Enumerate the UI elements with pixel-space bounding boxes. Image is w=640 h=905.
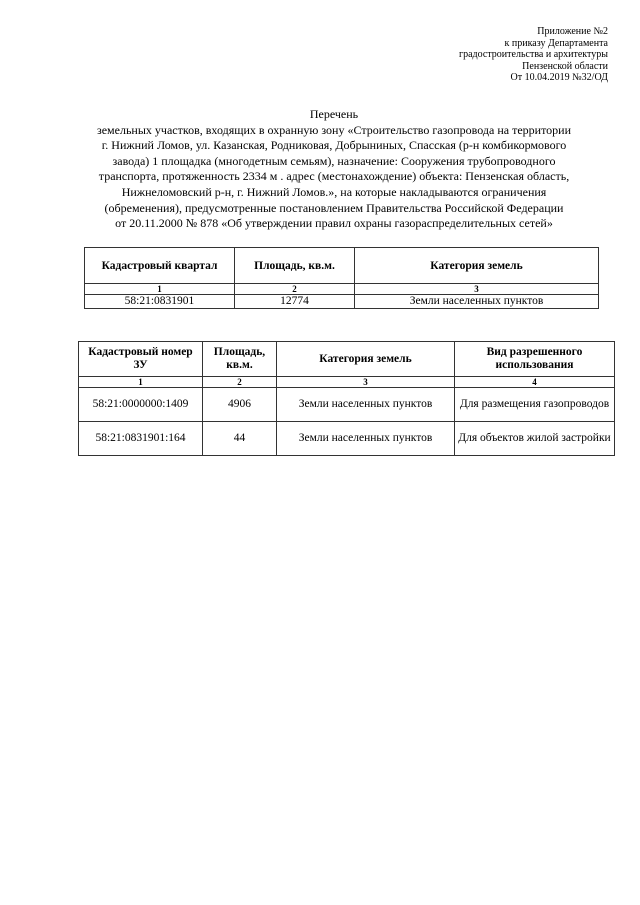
- heading-line: (обременения), предусмотренные постановлением Правительства Российской Федерации: [104, 200, 564, 215]
- column-header: Кадастровый номер ЗУ: [79, 342, 203, 377]
- appendix-line: к приказу Департамента: [504, 37, 608, 49]
- table-header-row: [79, 342, 615, 377]
- heading-line: Нижнеломовский р-н, г. Нижний Ломов.», на которые накладываются ограничения: [121, 184, 547, 199]
- column-header: Площадь, кв.м.: [203, 342, 277, 377]
- appendix-block: [459, 26, 608, 84]
- column-number: 3: [277, 377, 455, 388]
- cadastral-quarter-table: [84, 247, 599, 309]
- heading-line: г. Нижний Ломов, ул. Казанская, Родниковая, Добрыниных, Спасская (р-н комбикормового: [101, 138, 567, 153]
- document-title: Перечень: [309, 107, 359, 121]
- appendix-line: Приложение №2: [537, 26, 608, 37]
- table-row: [79, 388, 615, 422]
- heading-line: завода) 1 площадка (многодетным семьям), назначение: Сооружения трубопроводного: [112, 153, 556, 168]
- column-number: 2: [203, 377, 277, 388]
- table-cell: Земли населенных пунктов: [277, 388, 455, 422]
- heading-line: земельных участков, входящих в охранную зону «Строительство газопровода на территории: [96, 122, 572, 137]
- column-header: Вид разрешенного использования: [455, 342, 615, 377]
- table-row: [79, 422, 615, 456]
- land-plots-table: [78, 341, 615, 456]
- column-number: 1: [85, 284, 235, 295]
- table-row: [85, 295, 599, 309]
- column-number: 3: [355, 284, 599, 295]
- heading-line: от 20.11.2000 № 878 «Об утверждении правил охраны газораспределительных сетей»: [115, 216, 553, 231]
- table-cell: Земли населенных пунктов: [277, 422, 455, 456]
- table-cell: 58:21:0831901: [85, 295, 235, 309]
- column-number-row: [85, 284, 599, 295]
- document-heading: [60, 107, 608, 232]
- column-header: Кадастровый квартал: [85, 248, 235, 284]
- appendix-line: градостроительства и архитектуры: [459, 49, 608, 60]
- column-number-row: [79, 377, 615, 388]
- table-cell: 4906: [203, 388, 277, 422]
- column-number: 2: [235, 284, 355, 295]
- column-number: 4: [455, 377, 615, 388]
- column-header: Категория земель: [355, 248, 599, 284]
- column-number: 1: [79, 377, 203, 388]
- table-cell: Для объектов жилой застройки: [455, 422, 615, 456]
- table-cell: 44: [203, 422, 277, 456]
- table-cell: 58:21:0000000:1409: [79, 388, 203, 422]
- table-cell: Для размещения газопроводов: [455, 388, 615, 422]
- appendix-line: Пензенской области: [522, 60, 608, 72]
- column-header: Категория земель: [277, 342, 455, 377]
- table-cell: 58:21:0831901:164: [79, 422, 203, 456]
- appendix-line: От 10.04.2019 №32/ОД: [510, 72, 608, 83]
- table-cell: Земли населенных пунктов: [355, 295, 599, 309]
- table-header-row: [85, 248, 599, 284]
- heading-line: транспорта, протяженность 2334 м . адрес (местонахождение) объекта: Пензенская область,: [98, 169, 570, 184]
- table-cell: 12774: [235, 295, 355, 309]
- column-header: Площадь, кв.м.: [235, 248, 355, 284]
